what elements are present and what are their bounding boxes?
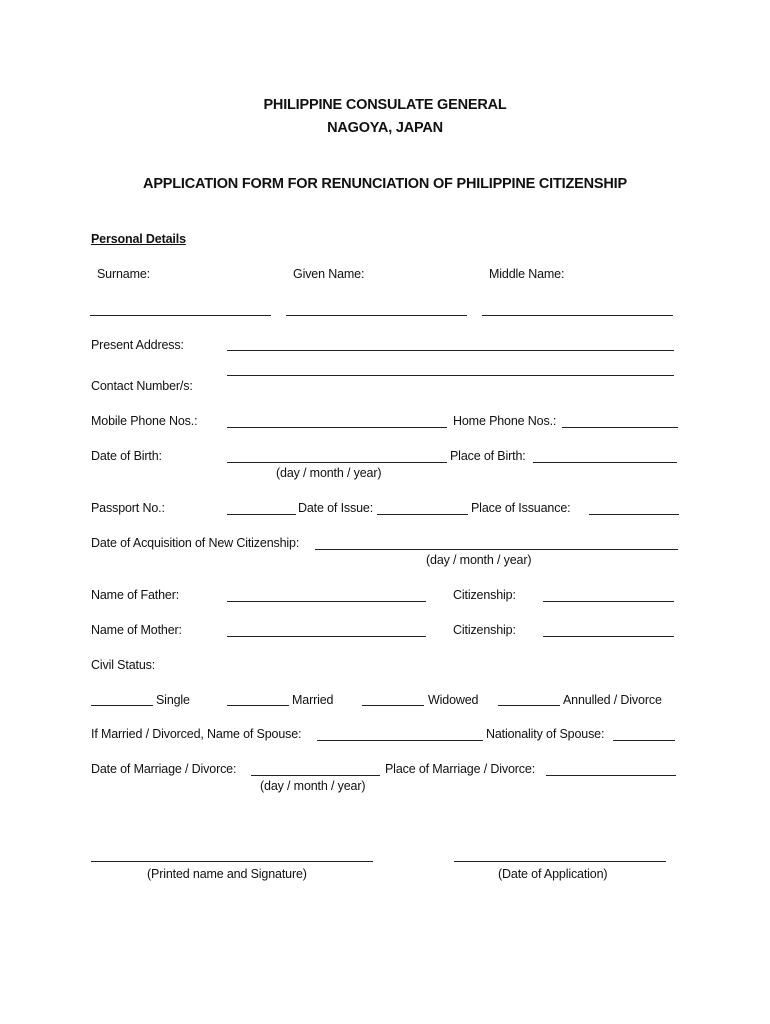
married-checkbox-blank[interactable] [227,705,289,706]
mother-citizenship-field[interactable] [543,636,674,637]
name-of-father-label: Name of Father: [91,588,180,602]
marriage-date-format-hint: (day / month / year) [260,779,366,793]
given-name-field[interactable] [286,315,467,316]
acquisition-date-format-hint: (day / month / year) [426,553,532,567]
consulate-name: PHILIPPINE CONSULATE GENERAL [263,97,507,113]
date-of-birth-label: Date of Birth: [91,449,162,463]
present-address-field-line1[interactable] [227,350,674,351]
contact-numbers-label: Contact Number/s: [91,379,193,393]
passport-no-label: Passport No.: [91,501,165,515]
annulled-divorce-checkbox-blank[interactable] [498,705,560,706]
place-of-birth-field[interactable] [533,462,677,463]
widowed-option-label: Widowed [428,693,479,707]
name-of-mother-field[interactable] [227,636,426,637]
passport-no-field[interactable] [227,514,296,515]
mother-citizenship-label: Citizenship: [453,623,516,637]
date-of-birth-field[interactable] [227,462,447,463]
printed-name-signature-field[interactable] [91,861,373,862]
spouse-name-label: If Married / Divorced, Name of Spouse: [91,727,302,741]
name-of-father-field[interactable] [227,601,426,602]
middle-name-field[interactable] [482,315,673,316]
spouse-name-field[interactable] [317,740,483,741]
spouse-nationality-field[interactable] [613,740,675,741]
consulate-location: NAGOYA, JAPAN [327,120,443,136]
printed-name-signature-label: (Printed name and Signature) [147,867,307,881]
home-phone-field[interactable] [562,427,678,428]
present-address-label: Present Address: [91,338,184,352]
home-phone-label: Home Phone Nos.: [453,414,557,428]
place-of-issuance-field[interactable] [589,514,679,515]
present-address-field-line2[interactable] [227,375,674,376]
date-of-issue-field[interactable] [377,514,468,515]
place-of-marriage-label: Place of Marriage / Divorce: [385,762,536,776]
middle-name-label: Middle Name: [489,267,565,281]
date-of-marriage-label: Date of Marriage / Divorce: [91,762,237,776]
date-of-application-label: (Date of Application) [498,867,608,881]
civil-status-label: Civil Status: [91,658,156,672]
married-option-label: Married [292,693,334,707]
form-title: APPLICATION FORM FOR RENUNCIATION OF PHILIPPINE CITIZENSHIP [143,176,627,192]
given-name-label: Given Name: [293,267,365,281]
date-of-issue-label: Date of Issue: [298,501,374,515]
date-of-application-field[interactable] [454,861,666,862]
single-option-label: Single [156,693,190,707]
widowed-checkbox-blank[interactable] [362,705,424,706]
single-checkbox-blank[interactable] [91,705,153,706]
name-of-mother-label: Name of Mother: [91,623,182,637]
place-of-issuance-label: Place of Issuance: [471,501,571,515]
section-heading-personal-details: Personal Details [91,232,186,246]
date-of-marriage-field[interactable] [251,775,380,776]
date-of-acquisition-field[interactable] [315,549,678,550]
annulled-divorce-option-label: Annulled / Divorce [563,693,662,707]
surname-label: Surname: [97,267,150,281]
spouse-nationality-label: Nationality of Spouse: [486,727,605,741]
father-citizenship-field[interactable] [543,601,674,602]
father-citizenship-label: Citizenship: [453,588,516,602]
mobile-phone-label: Mobile Phone Nos.: [91,414,198,428]
date-of-acquisition-label: Date of Acquisition of New Citizenship: [91,536,300,550]
place-of-marriage-field[interactable] [546,775,676,776]
place-of-birth-label: Place of Birth: [450,449,526,463]
surname-field[interactable] [90,315,271,316]
mobile-phone-field[interactable] [227,427,447,428]
date-of-birth-format-hint: (day / month / year) [276,466,382,480]
